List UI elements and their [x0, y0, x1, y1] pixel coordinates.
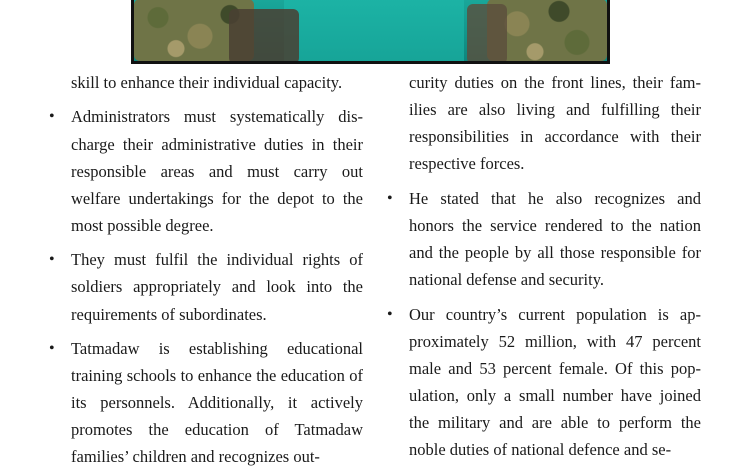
chair-left: [229, 9, 299, 64]
list-item: • They must fulfil the individual rights of soldiers appropriately and look into the requirements of subordinates.: [71, 246, 363, 327]
left-bullet-list: [71, 103, 363, 470]
right-bullet-list: [409, 185, 701, 463]
left-column: [71, 69, 363, 470]
photo-floor: [284, 0, 464, 64]
list-item: • Our country’s current population is approximately 52 million, with 47 percent male and 53 percent female. Of this population, only a small number have joined the military and are able to perform the noble duties of national defence and se-: [409, 301, 701, 464]
list-item: • He stated that he also recognizes and honors the service rendered to the nation and the people by all those responsible for national defense and security.: [409, 185, 701, 293]
right-column: [409, 69, 701, 463]
right-continuation: curity duties on the front lines, their families are also living and fulfilling their responsibilities in accordance with their respective forces.: [409, 73, 701, 174]
list-item: • Tatmadaw is establishing educational training schools to enhance the education of its personnels. Additionally, it actively promotes the education of Tatmadaw families’ children and recognizes out-: [71, 335, 363, 470]
photo-soldiers: [131, 0, 610, 64]
chair-right: [467, 4, 507, 64]
left-continuation: skill to enhance their individual capacity.: [71, 73, 343, 92]
list-item: • Administrators must systematically discharge their administrative duties in their responsible areas and must carry out welfare undertakings for the depot to the most possible degree.: [71, 103, 363, 238]
